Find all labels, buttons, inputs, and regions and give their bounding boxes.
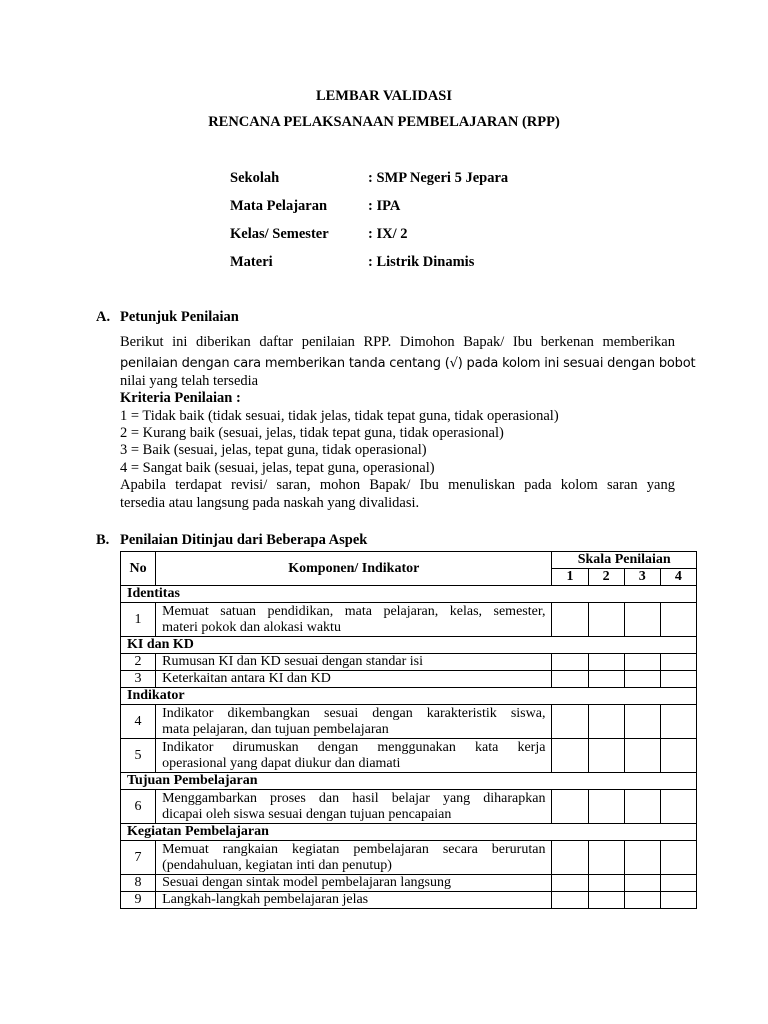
table-row bbox=[121, 603, 697, 637]
score-cell[interactable] bbox=[660, 790, 696, 824]
group-label: Indikator bbox=[121, 688, 697, 705]
group-row bbox=[121, 688, 697, 705]
score-cell[interactable] bbox=[624, 875, 660, 892]
group-row bbox=[121, 824, 697, 841]
criteria-item: 3 = Baik (sesuai, jelas, tepat guna, tidak operasional) bbox=[120, 442, 427, 459]
item-component: Sesuai dengan sintak model pembelajaran langsung bbox=[156, 875, 552, 892]
table-row bbox=[121, 705, 697, 739]
score-cell[interactable] bbox=[552, 892, 588, 909]
intro-line-wrap bbox=[120, 355, 696, 372]
item-no: 7 bbox=[121, 841, 156, 875]
score-cell[interactable] bbox=[624, 671, 660, 688]
assessment-table bbox=[120, 551, 697, 909]
group-label: Kegiatan Pembelajaran bbox=[121, 824, 697, 841]
criteria-title: Kriteria Penilaian : bbox=[120, 390, 241, 407]
score-cell[interactable] bbox=[624, 892, 660, 909]
item-no: 8 bbox=[121, 875, 156, 892]
criteria-item: 4 = Sangat baik (sesuai, jelas, tepat guna, operasional) bbox=[120, 459, 435, 476]
table-row bbox=[121, 875, 697, 892]
section-a-body bbox=[120, 334, 696, 512]
info-label: Kelas/ Semester bbox=[230, 226, 329, 242]
info-label: Mata Pelajaran bbox=[230, 198, 328, 214]
score-cell[interactable] bbox=[660, 875, 696, 892]
item-line: Indikator dikembangkan sesuai dengan karakteristik siswa, bbox=[162, 706, 546, 721]
score-cell[interactable] bbox=[552, 603, 588, 637]
table-header-row bbox=[121, 552, 697, 569]
scale-2: 2 bbox=[588, 569, 624, 586]
group-label: Identitas bbox=[121, 586, 697, 603]
table-row bbox=[121, 671, 697, 688]
score-cell[interactable] bbox=[660, 739, 696, 773]
group-row bbox=[121, 586, 697, 603]
score-cell[interactable] bbox=[588, 790, 624, 824]
group-label: Tujuan Pembelajaran bbox=[121, 773, 697, 790]
item-line: materi pokok dan alokasi waktu bbox=[162, 619, 341, 635]
item-line: Memuat satuan pendidikan, mata pelajaran, kelas, semester, bbox=[162, 604, 546, 619]
table-row bbox=[121, 790, 697, 824]
section-a-heading bbox=[96, 309, 239, 326]
info-label: Materi bbox=[230, 254, 273, 270]
info-label: Sekolah bbox=[230, 170, 280, 186]
score-cell[interactable] bbox=[624, 790, 660, 824]
item-component: Rumusan KI dan KD sesuai dengan standar isi bbox=[156, 654, 552, 671]
score-cell[interactable] bbox=[624, 705, 660, 739]
intro-line: Berikut ini diberikan daftar penilaian RPP. Dimohon Bapak/ Ibu berkenan memberikan bbox=[120, 334, 675, 350]
score-cell[interactable] bbox=[660, 892, 696, 909]
scale-3: 3 bbox=[624, 569, 660, 586]
score-cell[interactable] bbox=[552, 671, 588, 688]
item-no: 3 bbox=[121, 671, 156, 688]
score-cell[interactable] bbox=[660, 654, 696, 671]
score-cell[interactable] bbox=[624, 603, 660, 637]
item-line: operasional yang dapat diukur dan diamati bbox=[162, 755, 401, 771]
item-component: Langkah-langkah pembelajaran jelas bbox=[156, 892, 552, 909]
table-row bbox=[121, 892, 697, 909]
score-cell[interactable] bbox=[624, 841, 660, 875]
score-cell[interactable] bbox=[588, 875, 624, 892]
item-component bbox=[156, 603, 552, 637]
section-title: Petunjuk Penilaian bbox=[120, 309, 239, 325]
item-no: 9 bbox=[121, 892, 156, 909]
score-cell[interactable] bbox=[588, 892, 624, 909]
score-cell[interactable] bbox=[552, 705, 588, 739]
score-cell[interactable] bbox=[552, 790, 588, 824]
table-row bbox=[121, 654, 697, 671]
score-cell[interactable] bbox=[552, 654, 588, 671]
info-value: : SMP Negeri 5 Jepara bbox=[368, 170, 509, 186]
item-no: 5 bbox=[121, 739, 156, 773]
info-value: : IPA bbox=[368, 198, 401, 214]
group-row bbox=[121, 773, 697, 790]
header-component: Komponen/ Indikator bbox=[156, 552, 552, 586]
header-scale: Skala Penilaian bbox=[552, 552, 697, 569]
closing-line: tersedia atau langsung pada naskah yang divalidasi. bbox=[120, 494, 420, 511]
section-letter: A. bbox=[96, 309, 111, 325]
score-cell[interactable] bbox=[588, 705, 624, 739]
item-no: 4 bbox=[121, 705, 156, 739]
item-line: dicapai oleh siswa sesuai dengan tujuan pencapaian bbox=[162, 806, 452, 822]
item-line: (pendahuluan, kegiatan inti dan penutup) bbox=[162, 857, 392, 873]
score-cell[interactable] bbox=[552, 739, 588, 773]
item-no: 2 bbox=[121, 654, 156, 671]
score-cell[interactable] bbox=[660, 603, 696, 637]
item-no: 1 bbox=[121, 603, 156, 637]
group-row bbox=[121, 637, 697, 654]
scale-4: 4 bbox=[660, 569, 696, 586]
score-cell[interactable] bbox=[660, 705, 696, 739]
closing-line: Apabila terdapat revisi/ saran, mohon Bapak/ Ibu menuliskan pada kolom saran yang bbox=[120, 477, 675, 494]
item-line: Indikator dirumuskan dengan menggunakan kata kerja bbox=[162, 740, 546, 755]
intro-line: nilai yang telah tersedia bbox=[120, 372, 259, 389]
info-value: : Listrik Dinamis bbox=[368, 254, 475, 270]
score-cell[interactable] bbox=[660, 841, 696, 875]
score-cell[interactable] bbox=[588, 739, 624, 773]
criteria-item: 2 = Kurang baik (sesuai, jelas, tidak tepat guna, tidak operasional) bbox=[120, 425, 504, 442]
score-cell[interactable] bbox=[660, 671, 696, 688]
item-component: Keterkaitan antara KI dan KD bbox=[156, 671, 552, 688]
section-letter: B. bbox=[96, 532, 110, 548]
document-title: LEMBAR VALIDASI bbox=[315, 88, 453, 104]
score-cell[interactable] bbox=[588, 841, 624, 875]
item-component bbox=[156, 739, 552, 773]
score-cell[interactable] bbox=[588, 654, 624, 671]
item-line: Menggambarkan proses dan hasil belajar yang diharapkan bbox=[162, 791, 546, 806]
section-title: Penilaian Ditinjau dari Beberapa Aspek bbox=[120, 532, 368, 548]
score-cell[interactable] bbox=[552, 875, 588, 892]
header-no: No bbox=[121, 552, 156, 586]
criteria-item: 1 = Tidak baik (tidak sesuai, tidak jelas, tidak tepat guna, tidak operasional) bbox=[120, 407, 559, 424]
item-no: 6 bbox=[121, 790, 156, 824]
intro-line: penilaian dengan cara memberikan tanda centang (√) pada kolom ini sesuai dengan bobot bbox=[120, 356, 696, 372]
score-cell[interactable] bbox=[588, 671, 624, 688]
scale-1: 1 bbox=[552, 569, 588, 586]
group-label: KI dan KD bbox=[121, 637, 697, 654]
document-subtitle: RENCANA PELAKSANAAN PEMBELAJARAN (RPP) bbox=[208, 114, 560, 130]
score-cell[interactable] bbox=[624, 739, 660, 773]
score-cell[interactable] bbox=[552, 841, 588, 875]
score-cell[interactable] bbox=[588, 603, 624, 637]
section-b-heading bbox=[96, 532, 367, 549]
table-row bbox=[121, 739, 697, 773]
item-component bbox=[156, 841, 552, 875]
score-cell[interactable] bbox=[624, 654, 660, 671]
info-value: : IX/ 2 bbox=[368, 226, 408, 242]
item-component bbox=[156, 790, 552, 824]
item-component bbox=[156, 705, 552, 739]
item-line: mata pelajaran, dan tujuan pembelajaran bbox=[162, 721, 389, 737]
item-line: Memuat rangkaian kegiatan pembelajaran secara berurutan bbox=[162, 842, 546, 857]
table-row bbox=[121, 841, 697, 875]
